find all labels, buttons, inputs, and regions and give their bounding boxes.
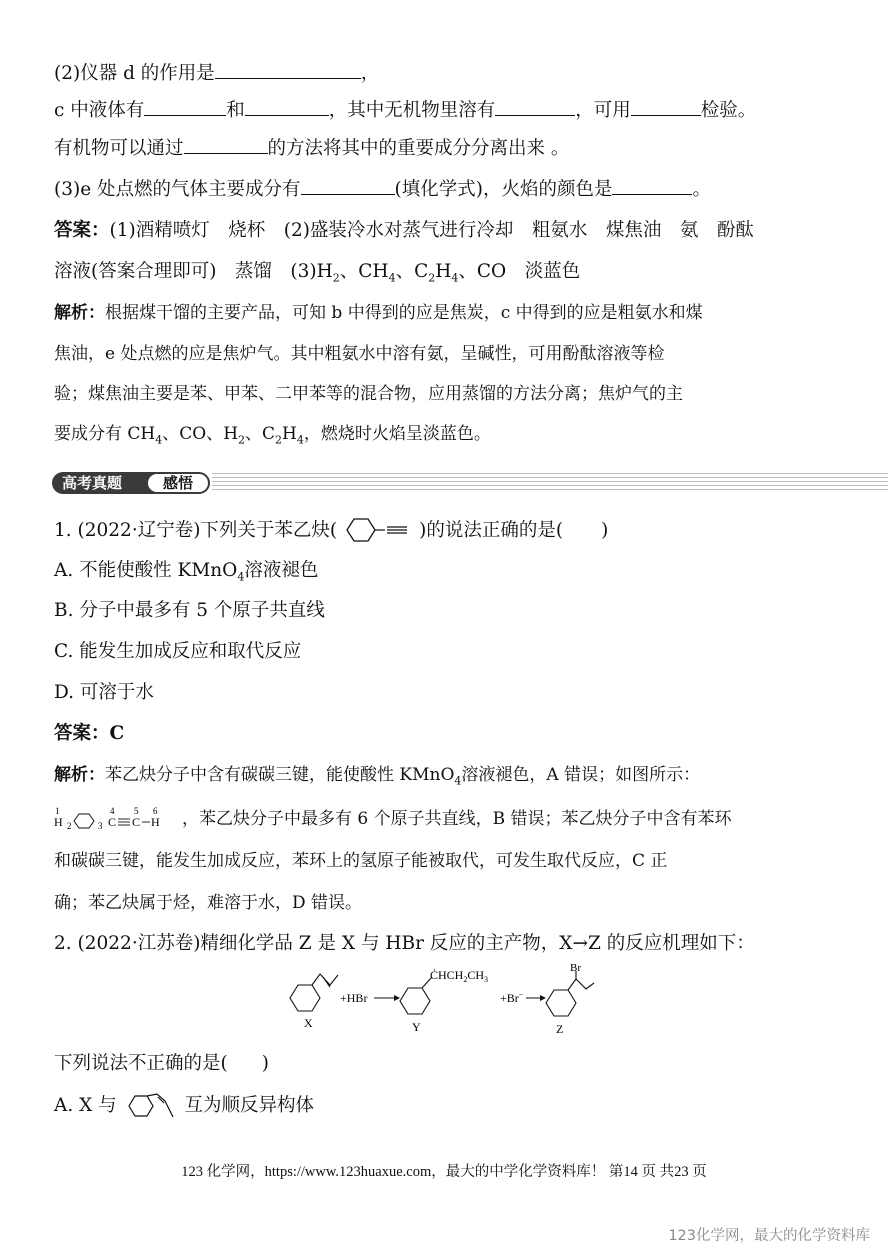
atom-number: 2	[67, 821, 72, 830]
text: 下列说法不正确的是(	[54, 1053, 228, 1074]
atom-label: C	[108, 815, 117, 829]
label-br: Br	[570, 963, 581, 974]
option-b[interactable]	[54, 598, 325, 624]
page-footer: 123 化学网，https://www.123huaxue.com，最大的中学化学资料库！ 第14 页 共23 页	[181, 1164, 707, 1180]
text: 溶液褪色	[244, 560, 319, 581]
text: H	[435, 261, 452, 282]
cis-isomer-structure	[123, 1091, 179, 1119]
sub: 4	[155, 433, 163, 447]
atom-number: 5	[134, 806, 139, 816]
text: 检验。	[700, 100, 757, 121]
section-tag-left: 高考真题	[52, 472, 156, 494]
answer1-line2	[54, 259, 580, 292]
text: 、CO 淡蓝色	[458, 261, 581, 282]
q2-text: (2)仪器 d 的作用是	[54, 63, 215, 84]
text: )	[601, 520, 609, 541]
text: ，苯乙炔分子中最多有 6 个原子共直线，B 错误；苯乙炔分子中含有苯环	[182, 809, 732, 829]
q2-option-a[interactable]	[54, 1091, 314, 1119]
benzene-ring	[74, 814, 94, 828]
answer-blank[interactable]	[495, 97, 575, 116]
reaction-mechanism	[278, 963, 598, 1039]
atom-label: C	[132, 815, 141, 829]
text: 溶液褪色，A 错误；如图所示：	[461, 765, 701, 785]
answer2-line	[54, 721, 124, 747]
text: 确；苯乙炔属于烃，难溶于水，D 错误。	[54, 893, 363, 913]
answer-blank[interactable]	[144, 97, 226, 116]
label-z: Z	[556, 1022, 564, 1036]
analysis2-line4	[54, 890, 362, 916]
analysis-label: 解析：	[54, 765, 105, 785]
text: c 中液体有	[54, 100, 145, 121]
butyl-chain	[568, 979, 594, 990]
atom-number: 4	[110, 806, 115, 816]
analysis2-line1	[54, 762, 700, 794]
text: 2. (2022·江苏卷)精细化学品 Z 是 X 与 HBr 反应的主产物，X→Z 的反应机理如下：	[54, 933, 755, 954]
benzene-ring-z	[546, 990, 576, 1016]
text: 、CO、H	[162, 424, 239, 444]
text: 、C	[395, 261, 429, 282]
watermark: 123化学网，最大的化学资料库	[668, 1228, 870, 1244]
sub: 2	[238, 433, 246, 447]
text: 苯乙炔分子中含有碳碳三键，能使酸性 KMnO	[105, 765, 455, 785]
label-x: X	[304, 1016, 313, 1030]
text: 验；煤焦油主要是苯、甲苯、二甲苯等的混合物，应用蒸馏的方法分离；焦炉气的主	[54, 384, 683, 404]
arrowhead	[394, 995, 400, 1001]
text: C. 能发生加成反应和取代反应	[54, 641, 302, 662]
text: 互为顺反异构体	[184, 1095, 314, 1116]
text: (填化学式)，火焰的颜色是	[394, 179, 613, 200]
text: B. 分子中最多有 5 个原子共直线	[54, 600, 325, 621]
section-tag-right: 感悟	[146, 472, 210, 494]
text: 有机物可以通过	[54, 138, 184, 159]
sub: 2	[428, 271, 436, 285]
answer-blank[interactable]	[301, 176, 395, 195]
text: 1. (2022·辽宁卷)下列关于苯乙炔(	[54, 520, 338, 541]
option-a[interactable]	[54, 558, 318, 591]
text: 和碳碳三键，能发生加成反应，苯环上的氢原子能被取代，可发生取代反应，C 正	[54, 851, 668, 871]
q2-line	[54, 60, 379, 87]
question2-prompt	[54, 1051, 269, 1077]
c-liquid-line	[54, 97, 756, 124]
br-charge: −	[518, 990, 524, 999]
atom-number: 6	[153, 806, 158, 816]
text: 、C	[245, 424, 276, 444]
atom-number: 3	[98, 821, 103, 830]
benzene-ring	[129, 1096, 153, 1116]
banner-stripes	[212, 473, 888, 493]
analysis1-line2	[54, 341, 664, 367]
organic-line	[54, 135, 569, 162]
sub: 4	[296, 433, 304, 447]
option-c[interactable]	[54, 639, 301, 665]
radical-part: CH	[467, 968, 485, 982]
sub: 4	[237, 570, 245, 584]
atom-label: H	[151, 815, 160, 829]
arrowhead	[540, 995, 546, 1001]
radical-sub: 3	[484, 975, 489, 984]
text: 和	[226, 100, 245, 121]
sub: 2	[332, 271, 340, 285]
answer-blank[interactable]	[245, 97, 329, 116]
text: ，其中无机物里溶有	[328, 100, 496, 121]
radical-sub: 2	[463, 975, 468, 984]
analysis-label: 解析：	[54, 303, 105, 323]
text: 的方法将其中的重要成分分离出来 。	[267, 138, 570, 159]
answer-label: 答案：	[54, 723, 110, 744]
analysis1-line4	[54, 421, 491, 453]
text: (3)e 处点燃的气体主要成分有	[54, 179, 301, 200]
text: D. 可溶于水	[54, 682, 154, 703]
answer1-line1	[54, 218, 754, 244]
answer-label: 答案：	[54, 220, 110, 241]
text: 溶液(答案合理即可) 蒸馏 (3)H	[54, 261, 333, 282]
sub: 4	[454, 774, 462, 788]
question2-stem	[54, 931, 755, 957]
benzene-ring	[347, 519, 375, 541]
numbered-structure	[54, 804, 182, 830]
answer-value: C	[109, 723, 125, 744]
option-d[interactable]	[54, 680, 154, 706]
phenylacetylene-structure	[337, 517, 419, 543]
sub: 4	[451, 271, 459, 285]
radical-part: ĊHCH	[430, 968, 464, 982]
answer-blank[interactable]	[631, 97, 701, 116]
benzene-ring-y	[400, 988, 430, 1014]
question1-stem	[54, 517, 608, 544]
text: A. X 与	[54, 1095, 117, 1116]
text: ，可用	[575, 100, 631, 121]
text: A. 不能使酸性 KMnO	[54, 560, 238, 581]
sub: 4	[388, 271, 396, 285]
text: H	[282, 424, 297, 444]
analysis1-line1	[54, 300, 703, 326]
benzene-ring-x	[290, 985, 320, 1011]
q3-line	[54, 176, 711, 203]
text: 。	[692, 179, 711, 200]
chain	[147, 1094, 173, 1117]
comma: ，	[360, 63, 380, 84]
text: ，燃烧时火焰呈淡蓝色。	[303, 424, 491, 444]
reagent-br	[500, 990, 524, 1005]
text: 焦油，e 处点燃的应是焦炉气。其中粗氨水中溶有氨，呈碱性，可用酚酞溶液等检	[54, 344, 665, 364]
reagent-hbr: +HBr	[340, 991, 368, 1005]
analysis1-line3	[54, 381, 683, 407]
double-bond	[323, 977, 330, 987]
text: 、CH	[339, 261, 389, 282]
text: 根据煤干馏的主要产品，可知 b 中得到的应是焦炭，c 中得到的应是粗氨水和煤	[105, 303, 703, 323]
text: )的说法正确的是(	[419, 520, 564, 541]
analysis2-line3	[54, 848, 667, 874]
sub: 2	[275, 433, 283, 447]
atom-number: 1	[55, 806, 60, 816]
text: )	[261, 1053, 269, 1074]
label-y: Y	[412, 1020, 421, 1034]
answer-blank[interactable]	[612, 176, 692, 195]
analysis2-line2	[54, 804, 732, 832]
answer-blank[interactable]	[184, 135, 268, 154]
text: 要成分有 CH	[54, 424, 156, 444]
answer-blank[interactable]	[215, 60, 361, 79]
br-text: +Br	[500, 991, 519, 1005]
radical-chain	[430, 967, 488, 984]
atom-label: H	[54, 815, 63, 829]
answer-text: (1)酒精喷灯 烧杯 (2)盛装冷水对蒸气进行冷却 粗氨水 煤焦油 氨 酚酞	[109, 220, 754, 241]
